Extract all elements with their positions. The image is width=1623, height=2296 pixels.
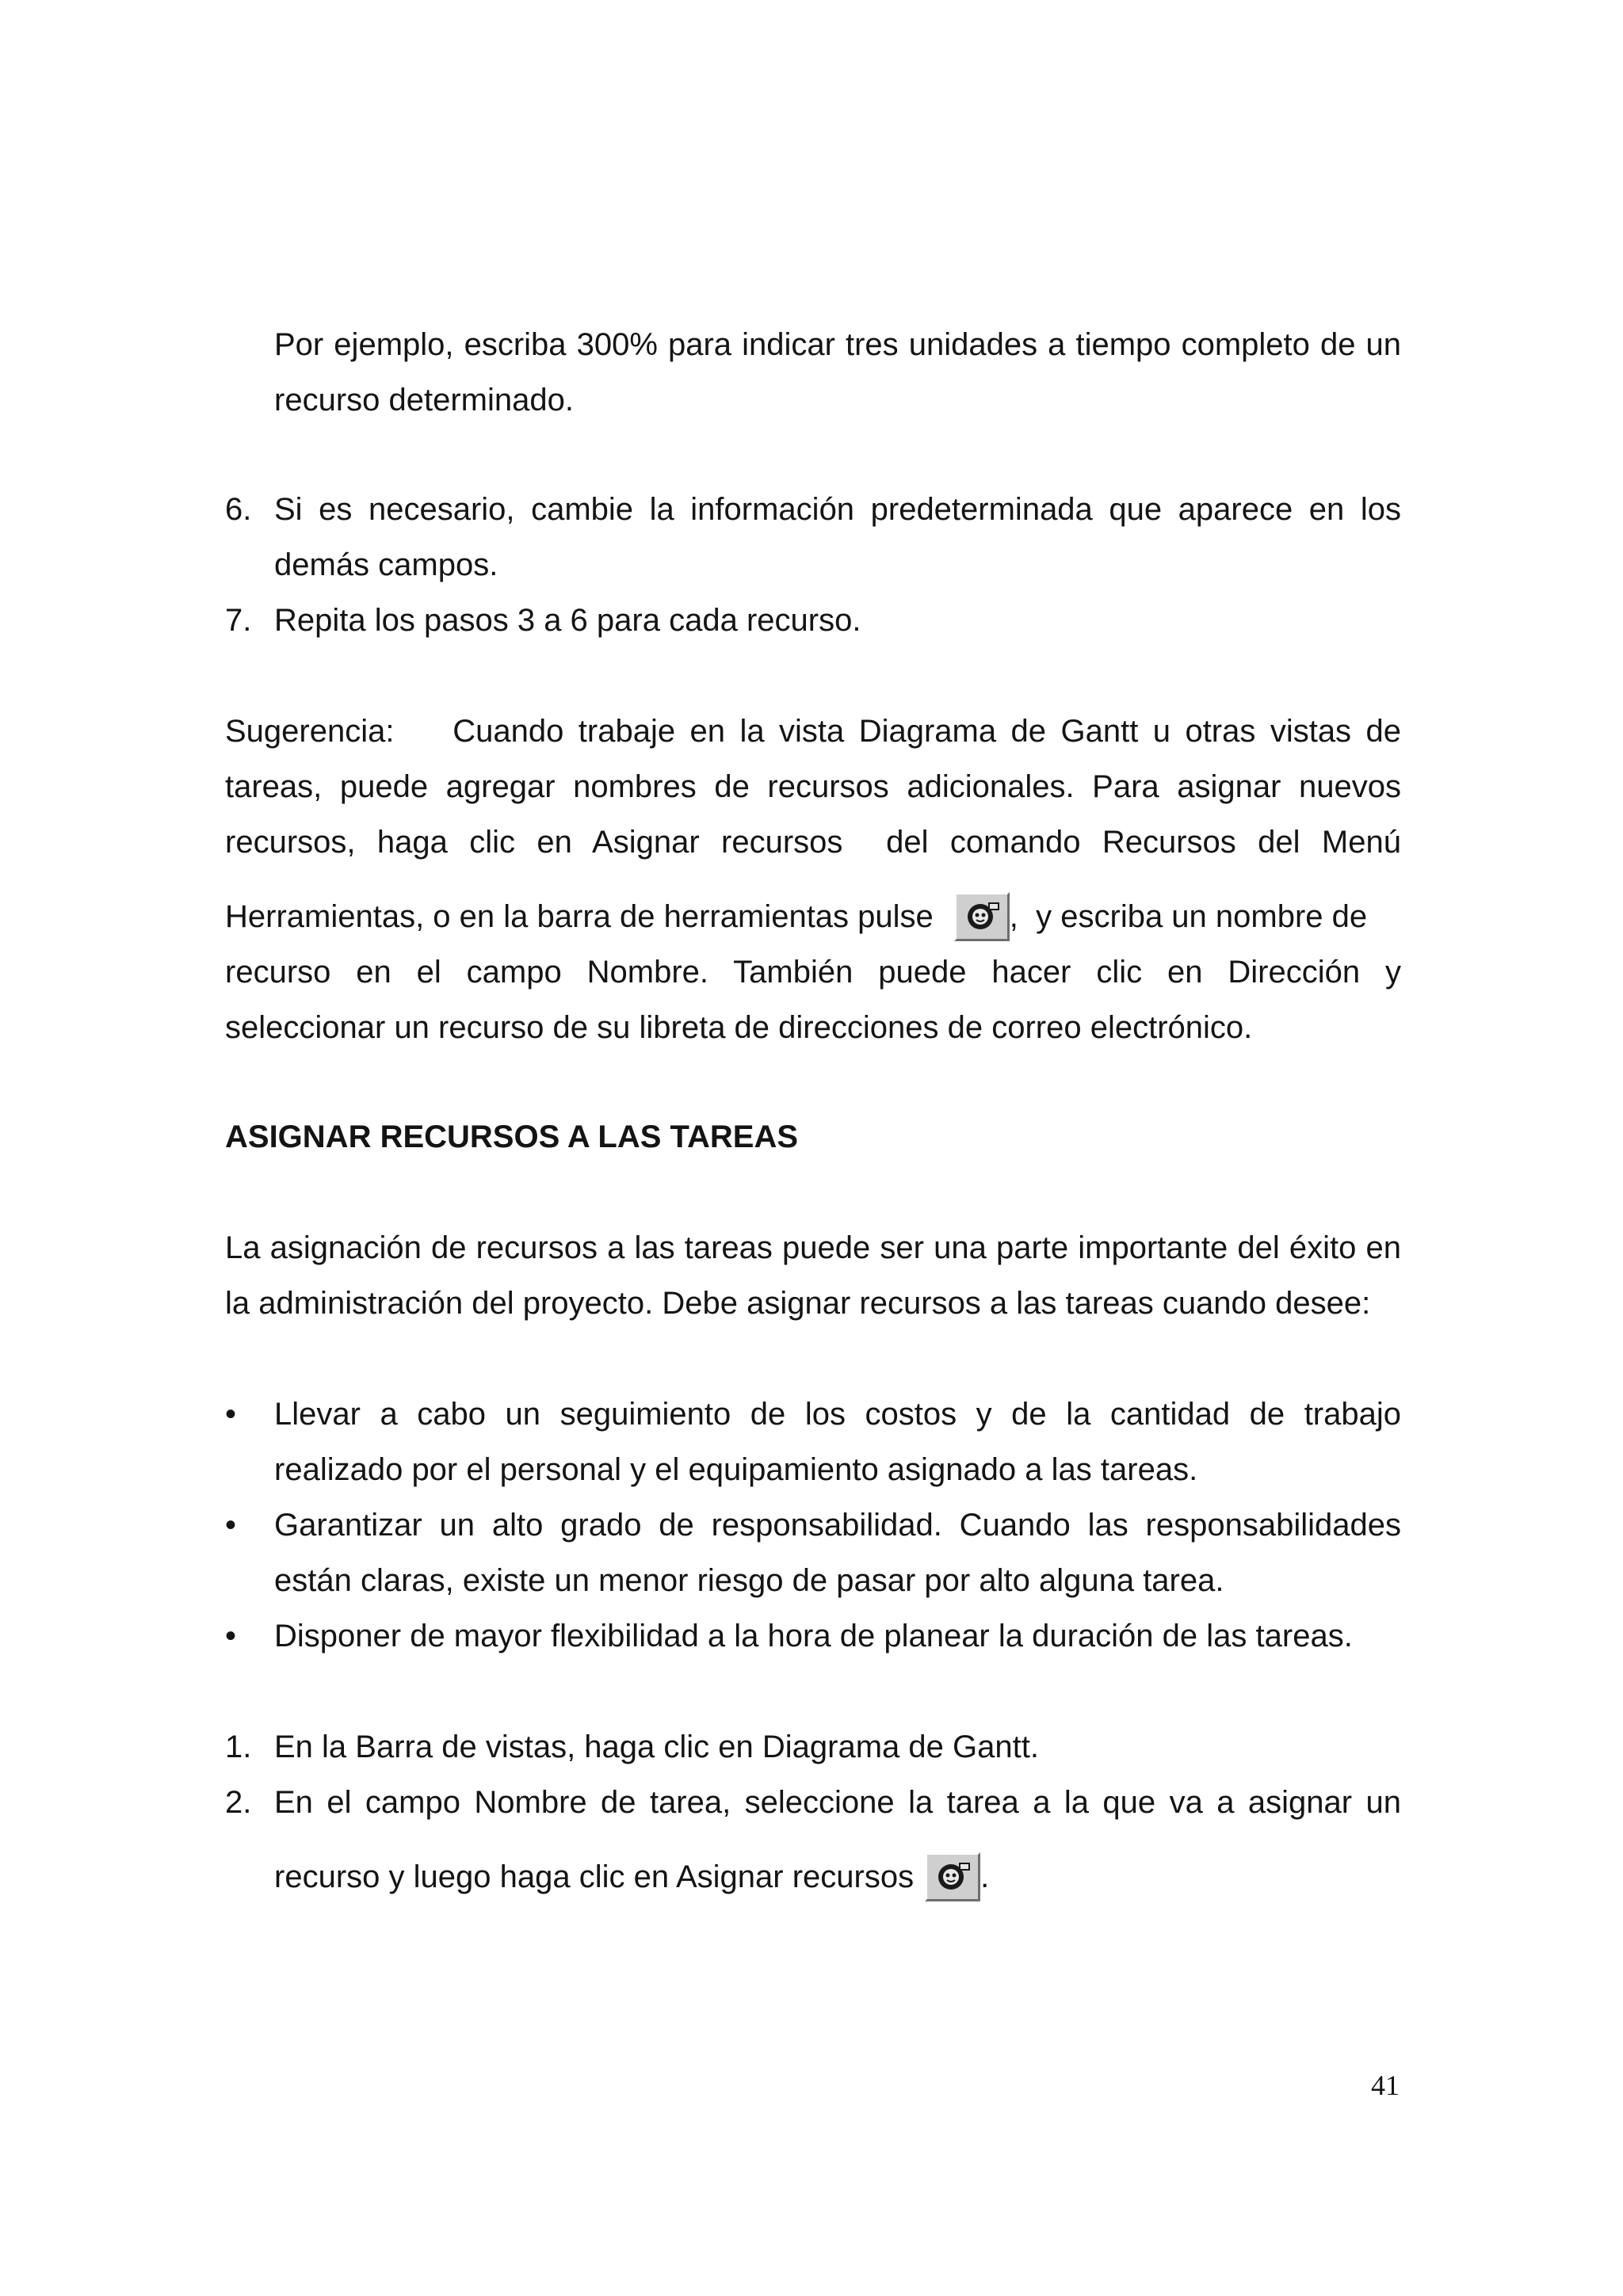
bullet-text-continued: están claras, existe un menor riesgo de pasar por alto alguna tarea. bbox=[274, 1563, 1224, 1598]
bullet-text-continued: realizado por el personal y el equipamiento asignado a las tareas. bbox=[274, 1452, 1198, 1487]
section-heading: ASIGNAR RECURSOS A LAS TAREAS bbox=[225, 1119, 799, 1154]
step-number: 7. bbox=[225, 603, 252, 638]
tip-text: Herramientas, o en la barra de herramientas pulse bbox=[225, 899, 934, 934]
step-text: En la Barra de vistas, haga clic en Diagrama de Gantt. bbox=[274, 1730, 1039, 1764]
assign-resources-icon bbox=[954, 892, 1010, 941]
intro-line-1: La asignación de recursos a las tareas puede ser una parte importante del éxito en bbox=[225, 1230, 1401, 1265]
bullet-marker: • bbox=[225, 1508, 237, 1543]
tip-line-4 bbox=[225, 889, 1401, 944]
step-text: recurso y luego haga clic en Asignar recursos bbox=[274, 1859, 915, 1894]
step-text-continued bbox=[274, 1849, 1401, 1905]
bullet-marker: • bbox=[225, 1397, 237, 1432]
page-number: 41 bbox=[1371, 2069, 1400, 2101]
bullet-text: Llevar a cabo un seguimiento de los costos y de la cantidad de trabajo bbox=[274, 1397, 1401, 1432]
bullet-text: Disponer de mayor flexibilidad a la hora de planear la duración de las tareas. bbox=[274, 1619, 1353, 1653]
step-text: En el campo Nombre de tarea, seleccione la tarea a la que va a asignar un bbox=[274, 1785, 1401, 1820]
tip-line-6: seleccionar un recurso de su libreta de direcciones de correo electrónico. bbox=[225, 1010, 1253, 1045]
bullet-text: Garantizar un alto grado de responsabilidad. Cuando las responsabilidades bbox=[274, 1508, 1401, 1543]
step-text: Si es necesario, cambie la información predeterminada que aparece en los bbox=[274, 492, 1401, 527]
tip-line-1: Sugerencia: Cuando trabaje en la vista Diagrama de Gantt u otras vistas de bbox=[225, 714, 1401, 749]
step-text: Repita los pasos 3 a 6 para cada recurso. bbox=[274, 603, 861, 638]
tip-line-3: recursos, haga clic en Asignar recursos del comando Recursos del Menú bbox=[225, 825, 1401, 860]
step-number: 1. bbox=[225, 1730, 252, 1764]
tip-line-2: tareas, puede agregar nombres de recursos adicionales. Para asignar nuevos bbox=[225, 769, 1401, 804]
intro-line-2: la administración del proyecto. Debe asignar recursos a las tareas cuando desee: bbox=[225, 1286, 1371, 1321]
assign-resources-icon bbox=[925, 1852, 980, 1901]
bullet-marker: • bbox=[225, 1619, 237, 1653]
step-text: . bbox=[980, 1859, 990, 1894]
step-text-continued: demás campos. bbox=[274, 547, 498, 582]
example-line-2: recurso determinado. bbox=[274, 383, 574, 418]
example-line-1: Por ejemplo, escriba 300% para indicar tres unidades a tiempo completo de un bbox=[274, 327, 1401, 362]
tip-text: , y escriba un nombre de bbox=[1009, 899, 1368, 934]
step-number: 6. bbox=[225, 492, 252, 527]
tip-line-5: recurso en el campo Nombre. También puede hacer clic en Dirección y bbox=[225, 955, 1401, 990]
step-number: 2. bbox=[225, 1785, 252, 1820]
